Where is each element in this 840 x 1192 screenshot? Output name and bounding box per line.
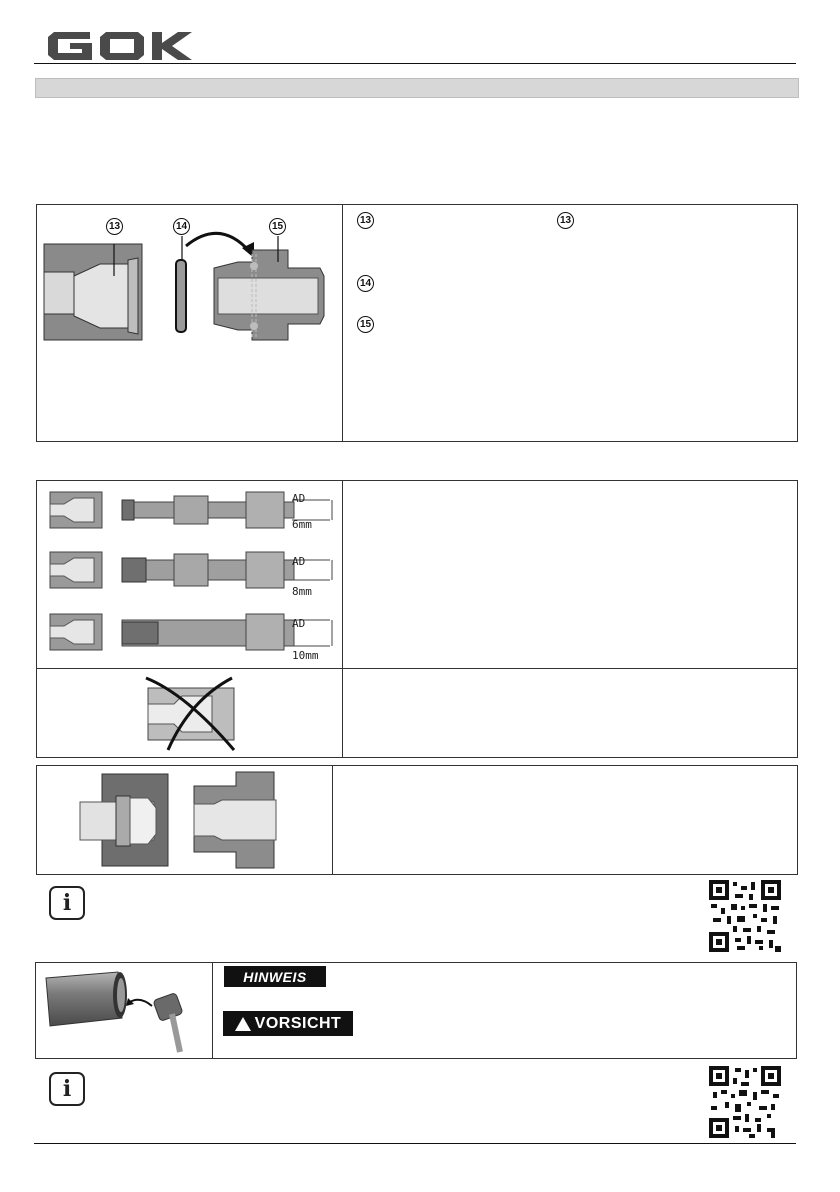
legend-number-13: 13 <box>357 212 374 229</box>
footer-rule <box>34 1143 796 1144</box>
ad-label-2: AD <box>292 555 306 568</box>
qr-code-1[interactable] <box>709 880 781 952</box>
pipe-size-table-divider <box>342 480 343 758</box>
size-label-10mm: 10mm <box>292 649 319 662</box>
gok-logo <box>46 32 196 60</box>
pipe-size-row-divider <box>36 668 798 669</box>
qr-code-2[interactable] <box>709 1066 781 1138</box>
vorsicht-badge <box>223 1011 353 1036</box>
legend-number-14: 14 <box>357 275 374 292</box>
parts-table-divider <box>342 204 343 442</box>
callout-15: 15 <box>269 218 286 235</box>
nut-table-divider <box>332 765 333 875</box>
hinweis-badge: HINWEIS <box>224 966 326 987</box>
pipe-size-illustration <box>48 488 340 664</box>
size-label-8mm: 8mm <box>292 585 312 598</box>
wrong-assembly-illustration <box>140 674 240 752</box>
info-icon: i <box>49 886 85 920</box>
section-title-bar <box>35 78 799 98</box>
size-label-6mm: 6mm <box>292 518 312 531</box>
callout-14: 14 <box>173 218 190 235</box>
legend-number-15: 15 <box>357 316 374 333</box>
vorsicht-text: VORSICHT <box>254 1014 342 1032</box>
callout-13: 13 <box>106 218 123 235</box>
pipe-hammer-illustration <box>40 966 210 1056</box>
warning-table-divider <box>212 962 213 1059</box>
info-icon-2: i <box>49 1072 85 1106</box>
ad-label-3: AD <box>292 617 306 630</box>
warning-triangle-icon <box>235 1017 251 1031</box>
legend-number-13b: 13 <box>557 212 574 229</box>
fitting-illustration <box>42 214 338 354</box>
nut-illustration <box>70 768 330 872</box>
header-rule <box>34 63 796 64</box>
gok-logo-graphic <box>46 32 196 60</box>
ad-label-1: AD <box>292 492 306 505</box>
